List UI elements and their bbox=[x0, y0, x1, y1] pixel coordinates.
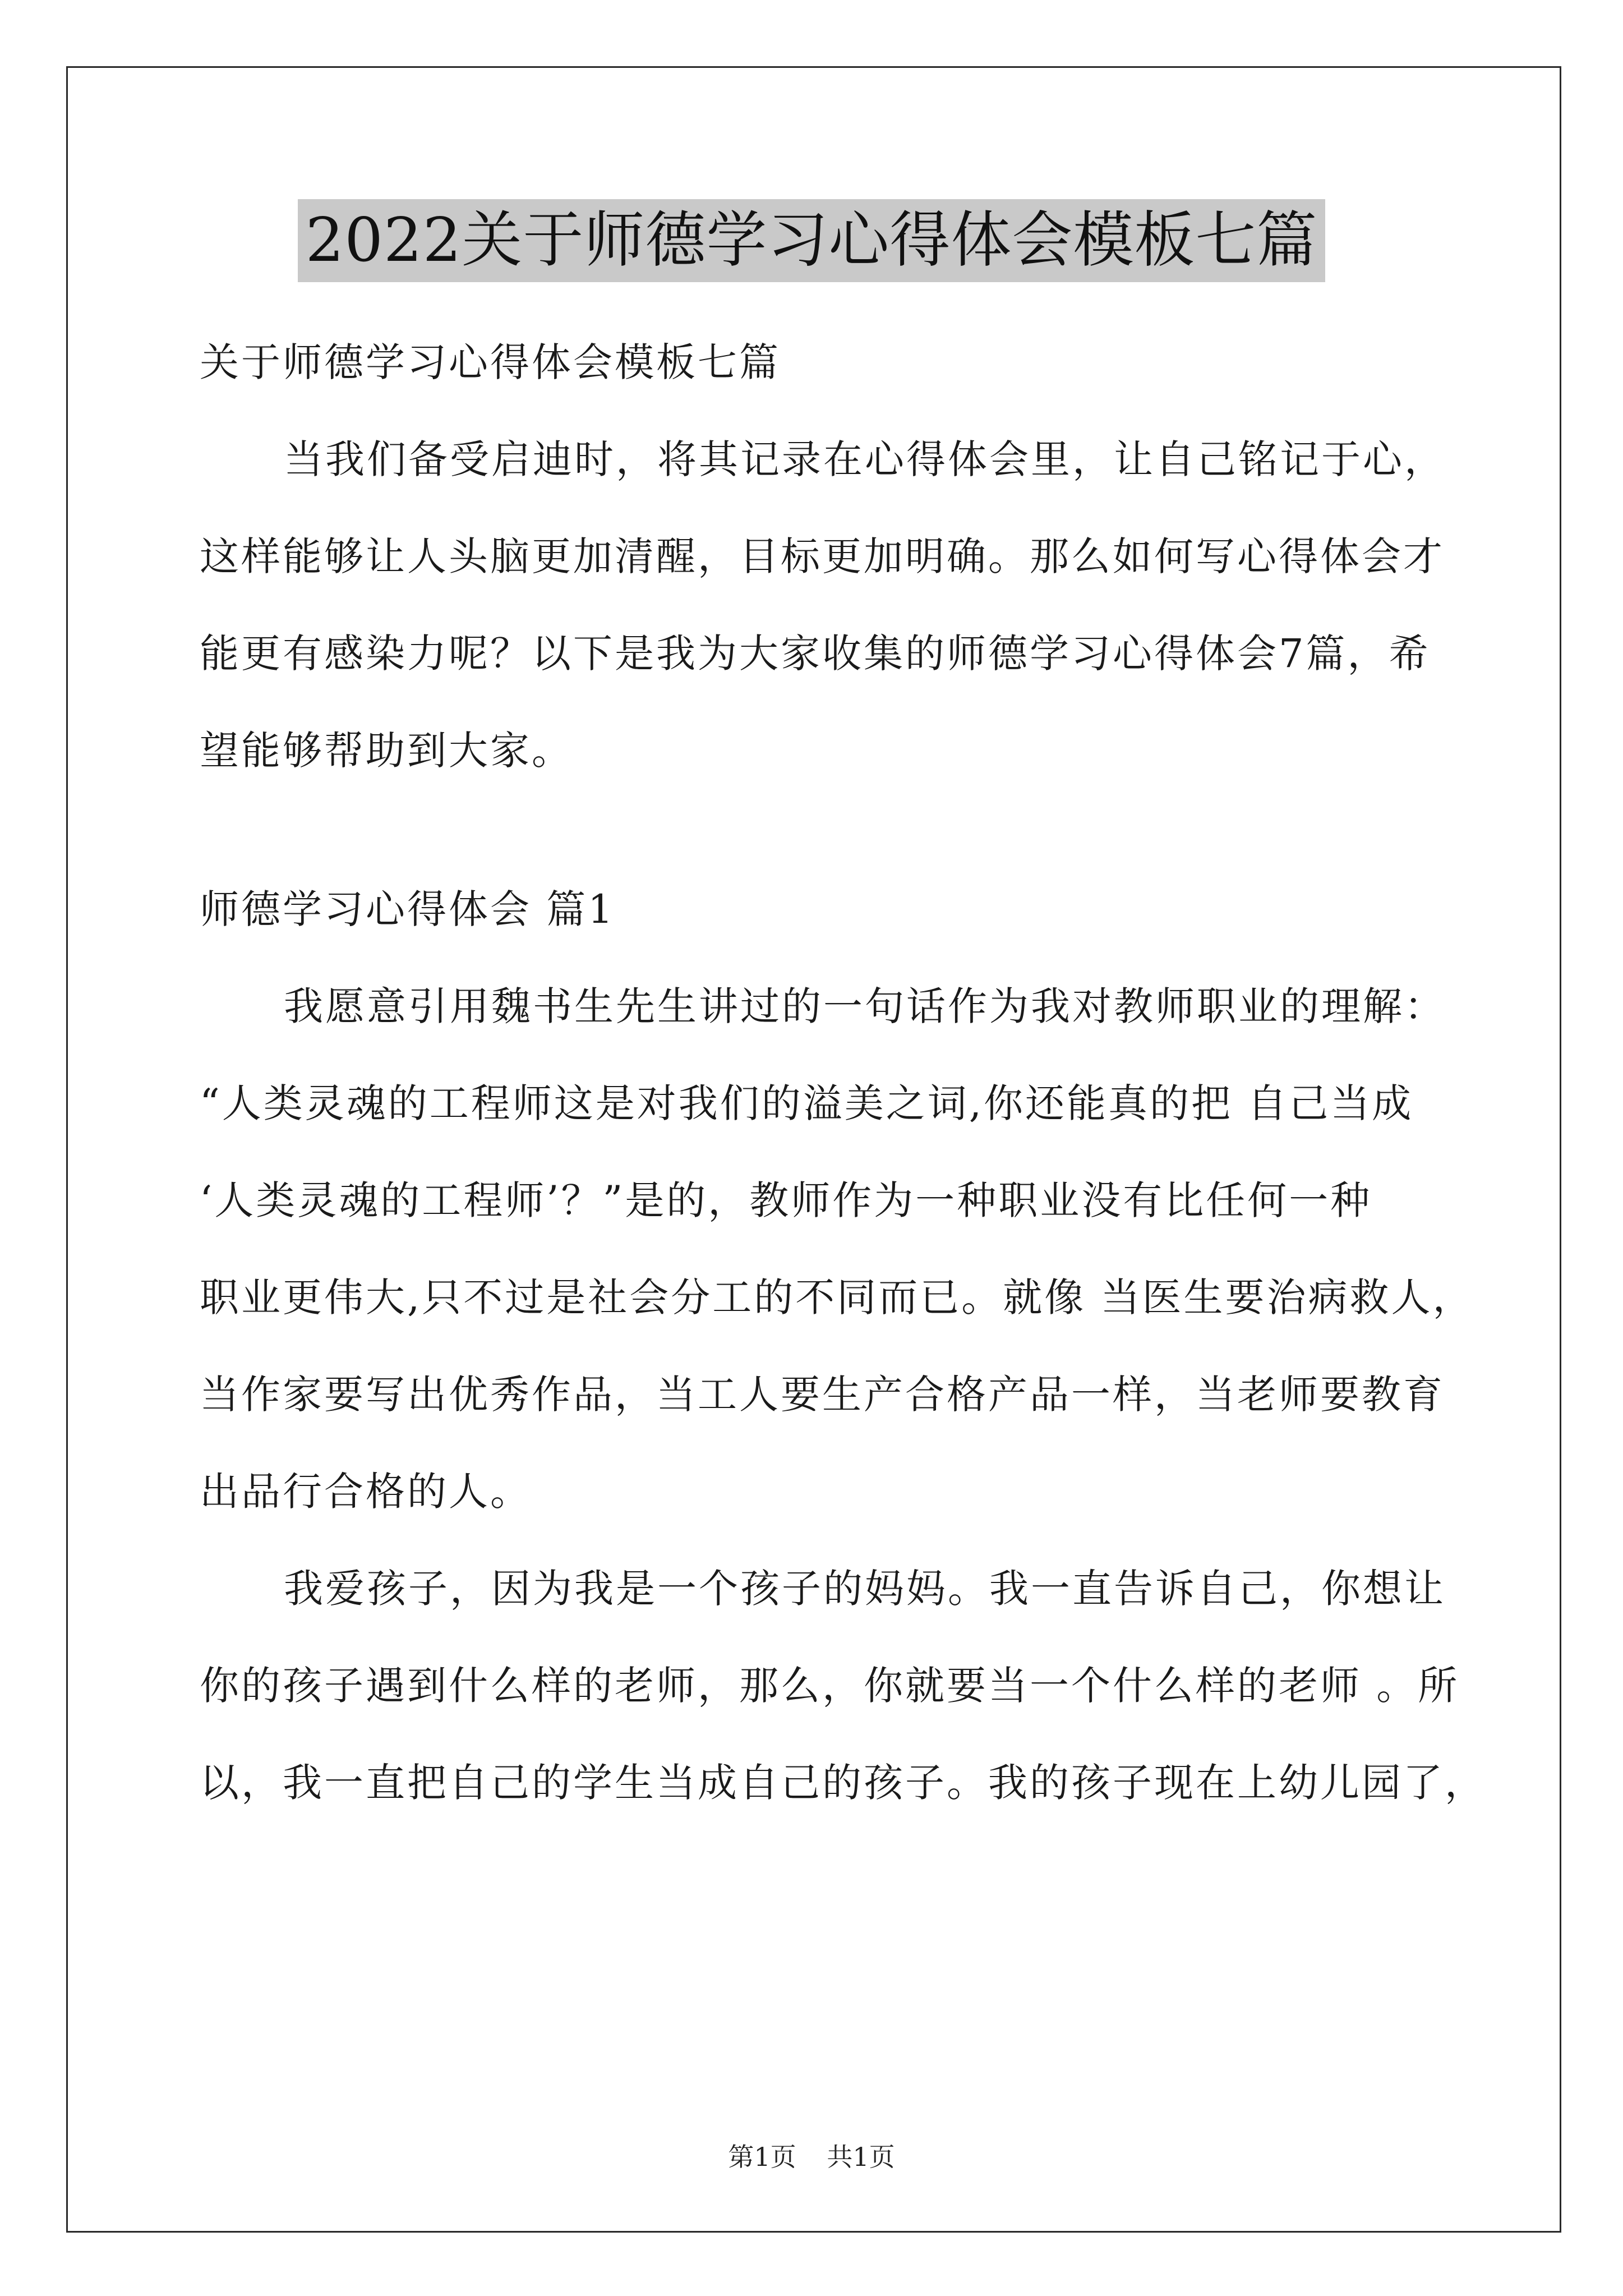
document-body bbox=[200, 314, 1486, 1832]
paragraph-line: 当作家要写出优秀作品，当工人要生产合格产品一样，当老师要教育 bbox=[200, 1372, 1445, 1418]
page-number: 第1页 bbox=[728, 2142, 796, 2172]
title-wrap bbox=[0, 199, 1623, 282]
paragraph-line: ‘人类灵魂的工程师’？”是的，教师作为一种职业没有比任何一种 bbox=[200, 1177, 1372, 1223]
document-title: 2022关于师德学习心得体会模板七篇 bbox=[298, 199, 1326, 282]
paragraph-line: 你的孩子遇到什么样的老师，那么，你就要当一个什么样的老师 。所 bbox=[200, 1663, 1460, 1709]
paragraph-line: “人类灵魂的工程师这是对我们的溢美之词,你还能真的把 自己当成 bbox=[200, 1080, 1414, 1126]
section-heading: 师德学习心得体会 篇1 bbox=[200, 886, 615, 932]
paragraph-1 bbox=[200, 958, 1474, 1540]
paragraph-line: 我愿意引用魏书生先生讲过的一句话作为我对教师职业的理解： bbox=[284, 983, 1446, 1029]
intro-line: 这样能够让人头脑更加清醒，目标更加明确。那么如何写心得体会才 bbox=[200, 533, 1445, 579]
section-gap bbox=[200, 799, 1433, 861]
document-subtitle: 关于师德学习心得体会模板七篇 bbox=[200, 339, 781, 385]
intro-line: 当我们备受启迪时，将其记录在心得体会里，让自己铭记于心， bbox=[284, 436, 1446, 482]
page-footer bbox=[0, 2140, 1623, 2174]
paragraph-line: 以，我一直把自己的学生当成自己的孩子。我的孩子现在上幼儿园了， bbox=[200, 1760, 1486, 1806]
intro-paragraph bbox=[200, 411, 1446, 799]
intro-line: 望能够帮助到大家。 bbox=[200, 728, 573, 774]
paragraph-line: 出品行合格的人。 bbox=[200, 1469, 532, 1515]
paragraph-2 bbox=[200, 1540, 1486, 1832]
page-total: 共1页 bbox=[827, 2142, 895, 2172]
paragraph-line: 职业更伟大,只不过是社会分工的不同而已。就像 当医生要治病救人， bbox=[200, 1274, 1474, 1320]
paragraph-line: 我爱孩子，因为我是一个孩子的妈妈。我一直告诉自己，你想让 bbox=[284, 1566, 1446, 1612]
intro-line: 能更有感染力呢？以下是我为大家收集的师德学习心得体会7篇，希 bbox=[200, 631, 1431, 677]
